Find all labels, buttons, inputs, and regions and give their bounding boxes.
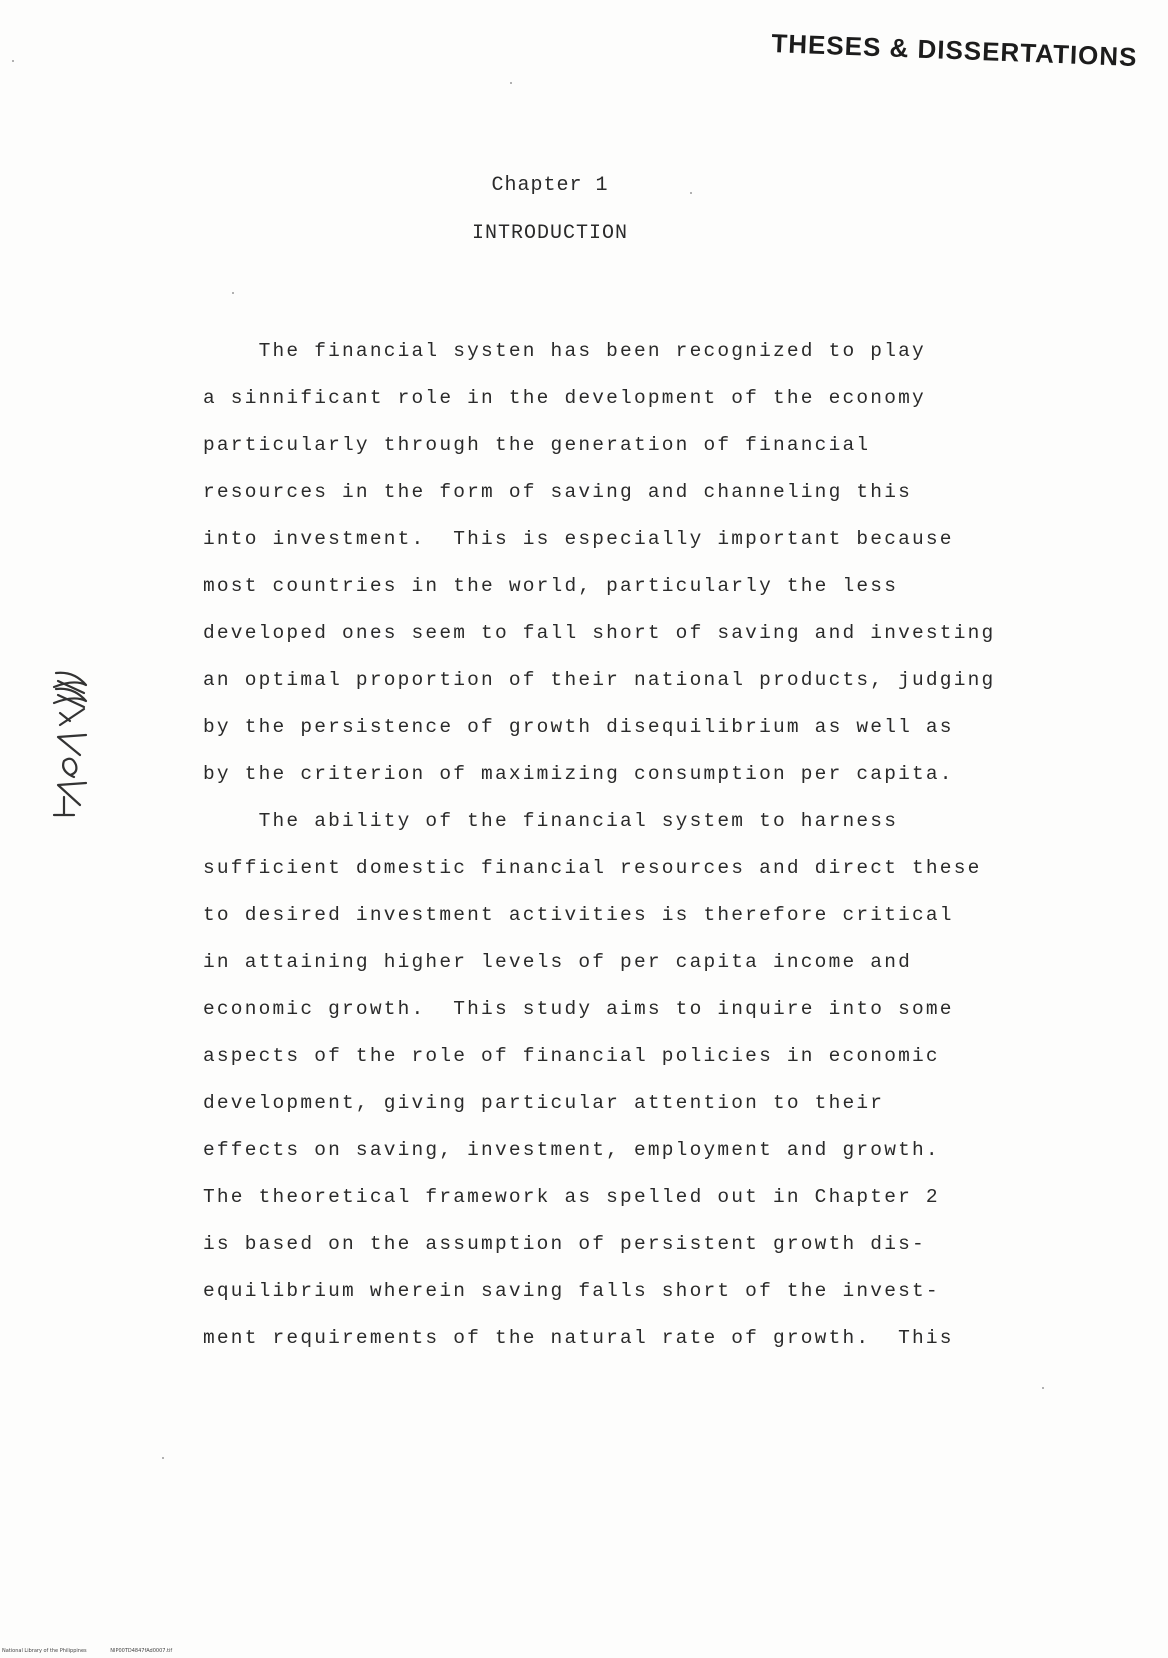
footer-library: National Library of the Philippines: [2, 1648, 87, 1654]
text-line: sufficient domestic financial resources and direct these: [203, 857, 982, 879]
scan-speck: [690, 192, 692, 194]
text-line: The theoretical framework as spelled out in Chapter 2: [203, 1186, 940, 1208]
text-line: development, giving particular attention to their: [203, 1092, 885, 1114]
text-line: a sinnificant role in the development of the economy: [203, 387, 926, 409]
theses-dissertations-stamp: THESES & DISSERTATIONS: [770, 28, 1139, 73]
chapter-label: Chapter 1: [491, 174, 609, 197]
text-line: an optimal proportion of their national products, judging: [203, 669, 996, 691]
text-line: ment requirements of the natural rate of growth. This: [203, 1327, 954, 1349]
text-line: is based on the assumption of persistent growth dis-: [203, 1233, 926, 1255]
footer-file-id: NIP00TD4847fAd0007.tif: [110, 1648, 173, 1654]
scan-speck: [12, 60, 14, 62]
scan-speck: [232, 292, 234, 294]
text-line: into investment. This is especially important because: [203, 528, 954, 550]
text-line: by the criterion of maximizing consumption per capita.: [203, 763, 954, 785]
text-line: The ability of the financial system to harness: [203, 810, 899, 832]
text-line: The financial systen has been recognized to play: [203, 340, 926, 362]
body-text: [203, 340, 1063, 1374]
text-line: effects on saving, investment, employment and growth.: [203, 1139, 940, 1161]
text-line: resources in the form of saving and channeling this: [203, 481, 912, 503]
text-line: developed ones seem to fall short of saving and investing: [203, 622, 996, 644]
text-line: economic growth. This study aims to inquire into some: [203, 998, 954, 1020]
text-line: in attaining higher levels of per capita income and: [203, 951, 912, 973]
text-line: most countries in the world, particularly the less: [203, 575, 899, 597]
section-title: INTRODUCTION: [471, 222, 629, 245]
scan-speck: [162, 1457, 164, 1459]
text-line: to desired investment activities is therefore critical: [203, 904, 954, 926]
text-line: by the persistence of growth disequilibrium as well as: [203, 716, 954, 738]
scan-speck: [1042, 1387, 1044, 1389]
text-line: equilibrium wherein saving falls short of the invest-: [203, 1280, 940, 1302]
scan-footer: [2, 1648, 194, 1654]
text-line: aspects of the role of financial policies in economic: [203, 1045, 940, 1067]
text-line: particularly through the generation of financial: [203, 434, 871, 456]
handwritten-annotation: [34, 665, 194, 825]
scan-speck: [510, 82, 512, 84]
